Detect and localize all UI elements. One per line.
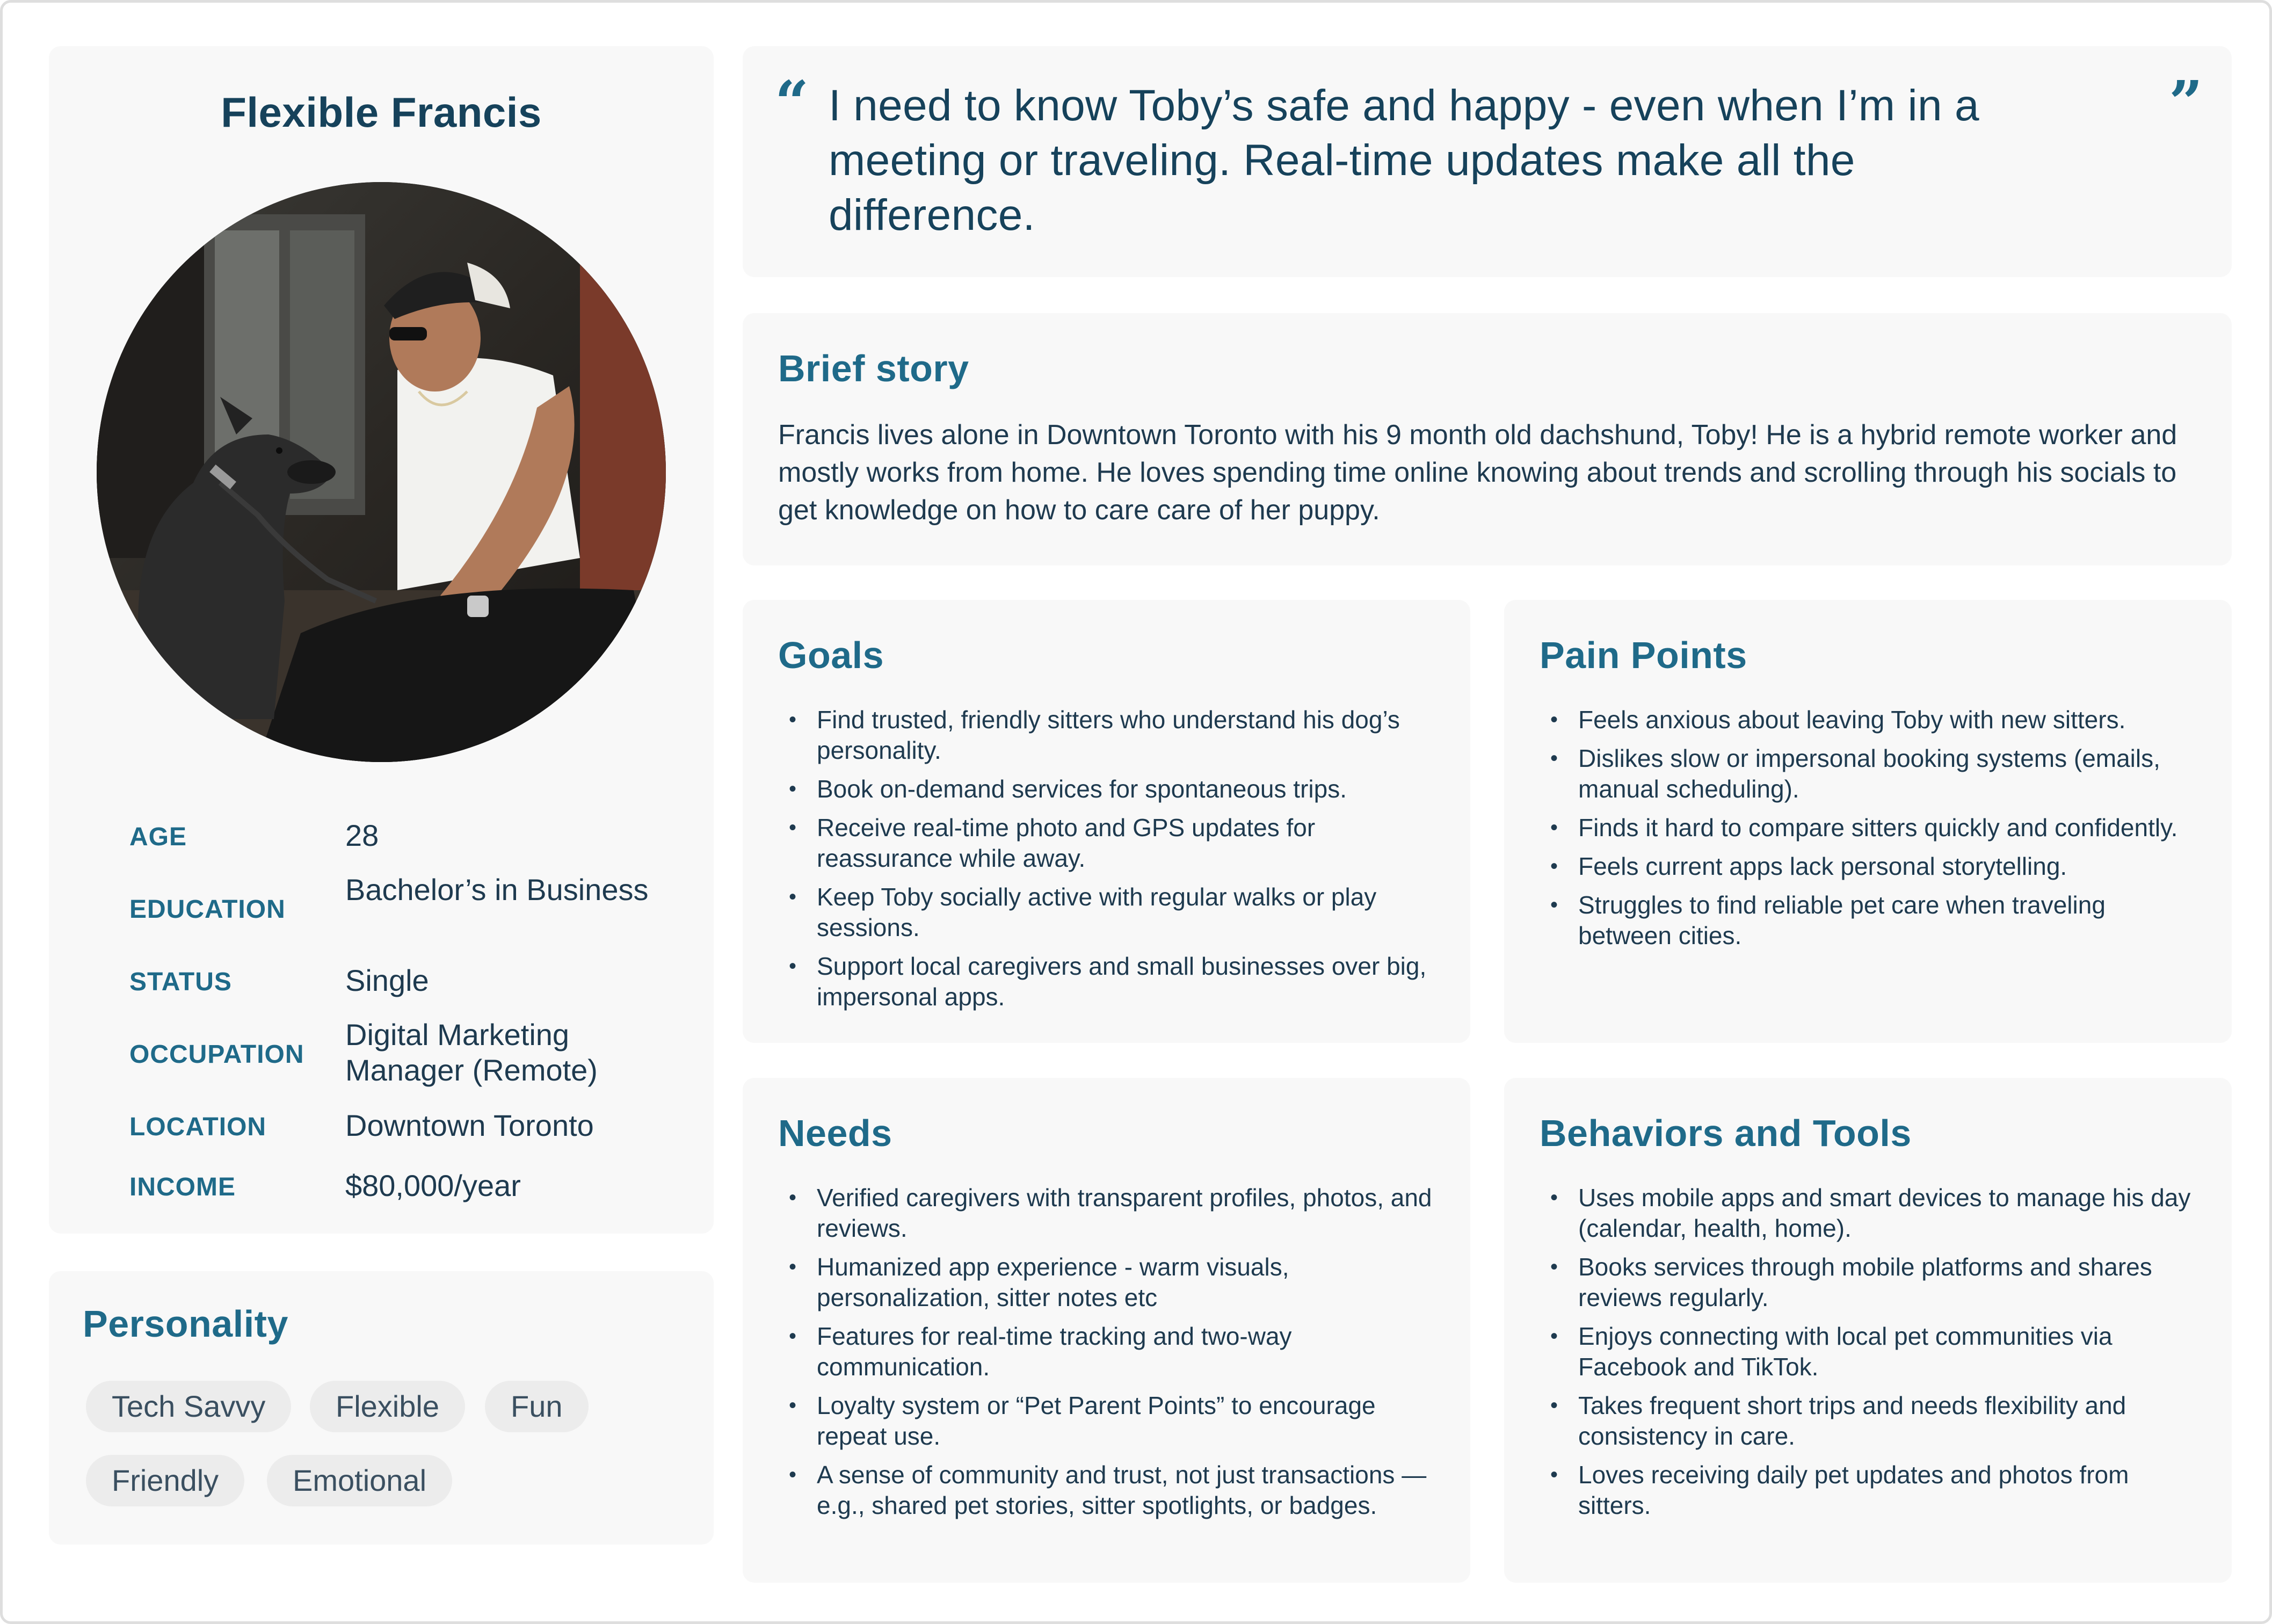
story-title: Brief story xyxy=(778,347,969,389)
info-value: 28 xyxy=(345,818,379,852)
list-item: • Book on-demand services for spontaneous trips. xyxy=(778,774,1444,804)
personality-tag: Tech Savvy xyxy=(86,1381,291,1432)
personality-card xyxy=(49,1271,714,1545)
list-item: • Features for real-time tracking and two-way communication. xyxy=(778,1321,1444,1382)
behaviors-title: Behaviors and Tools xyxy=(1540,1112,1912,1154)
info-label: INCOME xyxy=(129,1173,236,1201)
needs-title: Needs xyxy=(778,1112,892,1154)
list-item: • Books services through mobile platforms and shares reviews regularly. xyxy=(1540,1252,2205,1313)
list-item: • Feels current apps lack personal storytelling. xyxy=(1540,851,2205,882)
personality-title: Personality xyxy=(83,1303,288,1345)
persona-name: Flexible Francis xyxy=(221,89,542,136)
quote-card xyxy=(743,46,2232,277)
info-value: Downtown Toronto xyxy=(345,1108,594,1142)
personality-tag: Emotional xyxy=(267,1455,452,1506)
personality-tag: Flexible xyxy=(310,1381,465,1432)
needs-card xyxy=(743,1078,1470,1583)
info-label: STATUS xyxy=(129,968,232,996)
list-item: • Takes frequent short trips and needs flexibility and consistency in care. xyxy=(1540,1390,2205,1452)
pain-points-list xyxy=(1540,705,2205,959)
close-quote-icon: ” xyxy=(2169,68,2203,137)
persona-photo xyxy=(97,182,666,762)
info-value: Single xyxy=(345,963,429,997)
list-item: • Uses mobile apps and smart devices to manage his day (calendar, health, home). xyxy=(1540,1183,2205,1244)
info-label: OCCUPATION xyxy=(129,1040,304,1069)
list-item: • Verified caregivers with transparent profiles, photos, and reviews. xyxy=(778,1183,1444,1244)
needs-list xyxy=(778,1183,1444,1529)
info-label: EDUCATION xyxy=(129,895,286,924)
info-value: $80,000/year xyxy=(345,1169,521,1202)
pain-points-card xyxy=(1504,600,2232,1043)
list-item: • Receive real-time photo and GPS updates for reassurance while away. xyxy=(778,813,1444,874)
list-item: • Support local caregivers and small businesses over big, impersonal apps. xyxy=(778,951,1444,1012)
persona-photo-illustration xyxy=(97,182,666,762)
personality-tag: Friendly xyxy=(86,1455,244,1506)
info-value: Bachelor’s in Business xyxy=(345,873,649,907)
info-label: LOCATION xyxy=(129,1113,267,1141)
info-value: Digital Marketing Manager (Remote) xyxy=(345,1018,598,1087)
personality-tag: Fun xyxy=(485,1381,589,1432)
open-quote-icon: “ xyxy=(775,68,809,137)
goals-list xyxy=(778,705,1444,1020)
list-item: • Humanized app experience - warm visuals, personalization, sitter notes etc xyxy=(778,1252,1444,1313)
list-item: • Struggles to find reliable pet care when traveling between cities. xyxy=(1540,890,2205,951)
list-item: • Loves receiving daily pet updates and photos from sitters. xyxy=(1540,1460,2205,1521)
story-text: Francis lives alone in Downtown Toronto with his 9 month old dachshund, Toby! He is a hybrid remote worker and mostly works from home. He loves spending time online knowing about trends and scrolling through his socials to get knowledge on how to care care of her puppy. xyxy=(778,419,2177,526)
goals-card xyxy=(743,600,1470,1043)
profile-card xyxy=(49,46,714,1234)
behaviors-card xyxy=(1504,1078,2232,1583)
list-item: • Dislikes slow or impersonal booking systems (emails, manual scheduling). xyxy=(1540,743,2205,804)
info-label: AGE xyxy=(129,823,187,851)
behaviors-list xyxy=(1540,1183,2205,1529)
list-item: • A sense of community and trust, not just transactions — e.g., shared pet stories, sitter spotlights, or badges. xyxy=(778,1460,1444,1521)
list-item: • Finds it hard to compare sitters quickly and confidently. xyxy=(1540,813,2205,843)
pain-points-title: Pain Points xyxy=(1540,634,1747,676)
quote-text: I need to know Toby’s safe and happy - even when I’m in a meeting or traveling. Real-time updates make all the difference. xyxy=(829,81,1979,240)
list-item: • Feels anxious about leaving Toby with new sitters. xyxy=(1540,705,2205,735)
goals-title: Goals xyxy=(778,634,884,676)
list-item: • Loyalty system or “Pet Parent Points” to encourage repeat use. xyxy=(778,1390,1444,1452)
list-item: • Enjoys connecting with local pet communities via Facebook and TikTok. xyxy=(1540,1321,2205,1382)
list-item: • Find trusted, friendly sitters who understand his dog’s personality. xyxy=(778,705,1444,766)
list-item: • Keep Toby socially active with regular walks or play sessions. xyxy=(778,882,1444,943)
story-card xyxy=(743,313,2232,566)
